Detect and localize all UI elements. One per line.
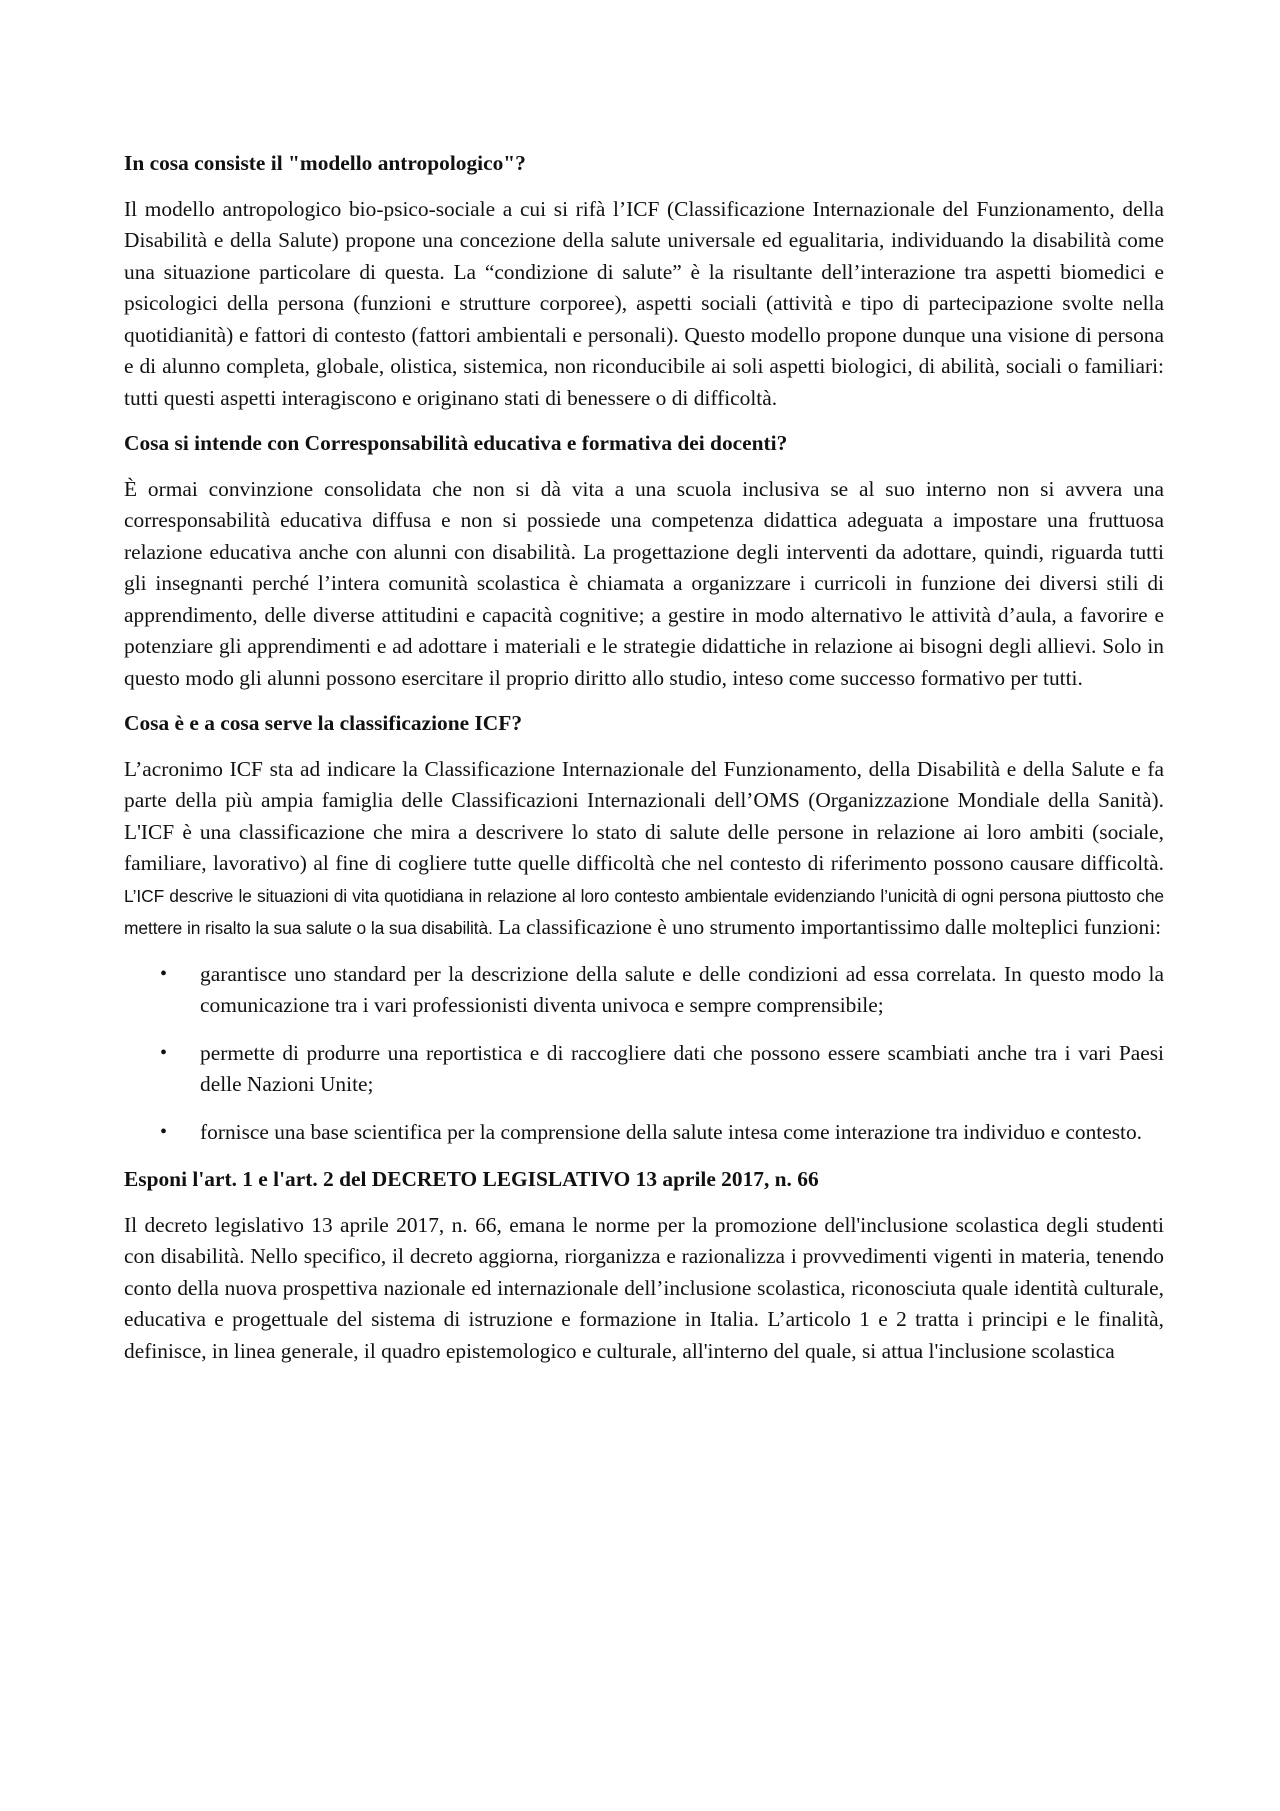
document-page (124, 148, 1164, 1381)
bullet-icon: • (160, 1120, 168, 1143)
section-heading-modello: In cosa consiste il "modello antropologico"? (124, 151, 526, 175)
section-heading-decreto: Esponi l'art. 1 e l'art. 2 del DECRETO LEGISLATIVO 13 aprile 2017, n. 66 (124, 1167, 819, 1191)
list-item-text: permette di produrre una reportistica e di raccogliere dati che possono essere scambiati anche tra i vari Paesi delle Nazioni Unite; (200, 1040, 1164, 1096)
paragraph-decreto: Il decreto legislativo 13 aprile 2017, n. 66, emana le norme per la promozione dell'inclusione scolastica degli studenti con disabilità. Nello specifico, il decreto aggiorna, riorganizza e razionalizza i provvedimenti vigenti in materia, tenendo conto della nuova prospettiva nazionale ed internazionale dell’inclusione scolastica, riconosciuta quale identità culturale, educativa e progettuale del sistema di istruzione e formazione in Italia. L’articolo 1 e 2 tratta i principi e le finalità, definisce, in linea generale, il quadro epistemologico e culturale, all'interno del quale, si attua l'inclusione scolastica (124, 1212, 1164, 1363)
paragraph-icf (124, 754, 1164, 945)
list-item-text: fornisce una base scientifica per la comprensione della salute intesa come interazione tra individuo e contesto. (200, 1119, 1143, 1144)
list-item-text: garantisce uno standard per la descrizione della salute e delle condizioni ad essa correlata. In questo modo la comunicazione tra i vari professionisti diventa univoca e sempre comprensibile; (200, 961, 1164, 1017)
icf-functions-list (124, 959, 1164, 1149)
bullet-icon: • (160, 1041, 168, 1064)
paragraph-modello: Il modello antropologico bio-psico-sociale a cui si rifà l’ICF (Classificazione Internazionale del Funzionamento, della Disabilità e della Salute) propone una concezione della salute universale ed egualitaria, individuando la disabilità come una situazione particolare di questa. La “condizione di salute” è la risultante dell’interazione tra aspetti biomedici e psicologici della persona (funzioni e strutture corporee), aspetti sociali (attività e tipo di partecipazione svolte nella quotidianità) e fattori di contesto (fattori ambientali e personali). Questo modello propone dunque una visione di persona e di alunno completa, globale, olistica, sistemica, non riconducibile ai soli aspetti biologici, di abilità, sociali o familiari: tutti questi aspetti interagiscono e originano stati di benessere o di difficoltà. (124, 196, 1164, 410)
section-heading-corresponsabilita: Cosa si intende con Corresponsabilità educativa e formativa dei docenti? (124, 431, 788, 455)
paragraph-icf-part-1: L’acronimo ICF sta ad indicare la Classificazione Internazionale del Funzionamento, della Disabilità e della Salute e fa parte della più ampia famiglia delle Classificazioni Internazionali dell’OMS (Organizzazione Mondiale della Sanità). L'ICF è una classificazione che mira a descrivere lo stato di salute delle persone in relazione ai loro ambiti (sociale, familiare, lavorativo) al fine di cogliere tutte quelle difficoltà che nel contesto di riferimento possono causare difficoltà. (124, 756, 1164, 875)
paragraph-icf-part-3: La classificazione è uno strumento importantissimo dalle molteplici funzioni: (492, 915, 1162, 939)
list-item (124, 1038, 1164, 1101)
paragraph-corresponsabilita: È ormai convinzione consolidata che non si dà vita a una scuola inclusiva se al suo interno non si avvera una corresponsabilità educativa diffusa e non si possiede una competenza didattica adeguata a impostare una fruttuosa relazione educativa anche con alunni con disabilità. La progettazione degli interventi da adottare, quindi, riguarda tutti gli insegnanti perché l’intera comunità scolastica è chiamata a organizzare i curricoli in funzione dei diversi stili di apprendimento, delle diverse attitudini e capacità cognitive; a gestire in modo alternativo le attività d’aula, a favorire e potenziare gli apprendimenti e ad adottare i materiali e le strategie didattiche in relazione ai bisogni degli allievi. Solo in questo modo gli alunni possono esercitare il proprio diritto allo studio, inteso come successo formativo per tutti. (124, 476, 1164, 690)
list-item (124, 959, 1164, 1022)
paragraph-icf-part-2: L’ICF descrive le situazioni di vita quotidiana in relazione al loro contesto ambientale evidenziando l’unicità di ogni persona piuttosto che mettere in risalto la sua salute o la sua disabilità. (124, 885, 1164, 938)
section-heading-icf: Cosa è e a cosa serve la classificazione ICF? (124, 711, 523, 735)
bullet-icon: • (160, 962, 168, 985)
list-item (124, 1117, 1164, 1149)
